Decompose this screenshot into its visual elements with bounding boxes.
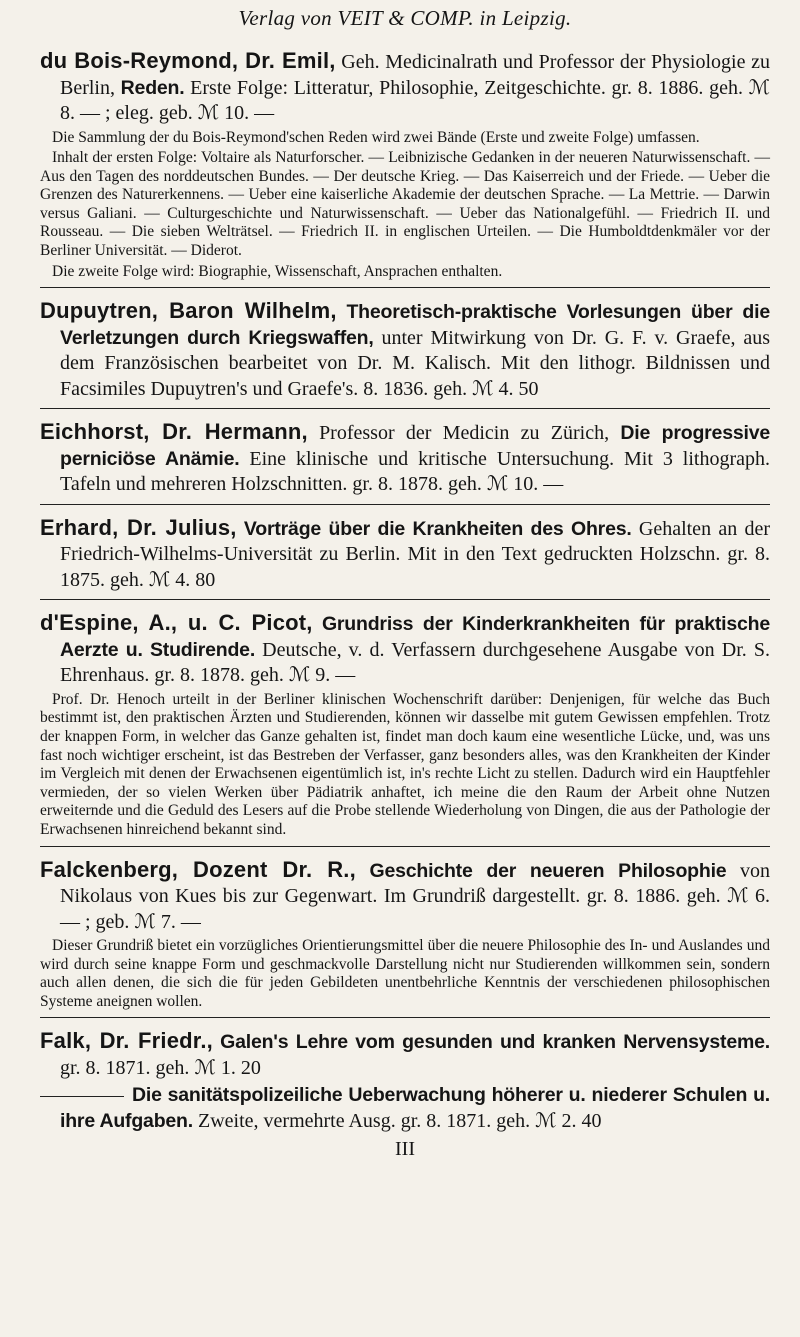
entry-note: Inhalt der ersten Folge: Voltaire als Naturforscher. — Leibnizische Gedanken in der neueren Naturwissenschaft. — Aus den Tagen des norddeutschen Bundes. — Der deutsche Krieg. — Das Kaiserreich und der Friede. — Ueber die Grenzen des Naturerkennens. — Ueber eine kaiserliche Akademie der deutschen Sprache. — La Mettrie. — Darwin versus Galiani. — Culturgeschichte und Naturwissenschaft. — Ueber das Nationalgefühl. — Friedrich II. und Rousseau. — Die sieben Welträtsel. — Friedrich II. in englischen Urteilen. — Die Humboldtdenkmäler vor der Berliner Universität. — Diderot. <box>40 149 770 260</box>
entry-author: Erhard, Dr. Julius, <box>40 514 237 540</box>
entry-author: Eichhorst, Dr. Hermann, <box>40 419 308 445</box>
divider <box>40 408 770 409</box>
entry-author: du Bois-Reymond, Dr. Emil, <box>40 48 336 73</box>
entry-price: ℳ 4. 80 <box>148 568 216 591</box>
catalog-entry <box>40 48 770 288</box>
entry-pre-title: Professor der Medicin zu Zürich, <box>319 422 610 445</box>
entry-pre-title: Geh. Medicinalrath und Professor der Physiologie zu Berlin, <box>60 51 770 99</box>
entry-details: Gehalten an der Friedrich-Wilhelms-Universität zu Berlin. Mit in den Text gedruckten Holzschn. gr. 8. 1875. geh. <box>60 517 771 591</box>
entry-title: Grundriss der Kinderkrankheiten für praktische Aerzte u. Studirende. <box>60 613 770 661</box>
entry-details: Erste Folge: Litteratur, Philosophie, Zeitgeschichte. gr. 8. 1886. geh. ℳ 8. — ; eleg. geb. ℳ 10. — <box>60 76 771 124</box>
entry-author: Falckenberg, Dozent Dr. R., <box>40 856 356 882</box>
divider <box>40 287 770 288</box>
entry-main <box>40 1028 770 1081</box>
entry-details: gr. 8. 1871. geh. <box>60 1056 190 1079</box>
entry-details: Deutsche, v. d. Verfassern durchgesehene Ausgabe von Dr. S. Ehrenhaus. gr. 8. 1878. geh. ℳ 9. — <box>60 638 770 687</box>
catalog-page <box>40 0 770 1161</box>
entry-note: Dieser Grundriß bietet ein vorzügliches Orientierungsmittel über die neuere Philosophie des In- und Auslandes und wird durch seine knappe Form und geschmackvolle Darstellung nicht nur Studierenden willkommen sein, sondern auch allen denen, die sich die für jeden Gebildeten unentbehrliche Kenntnis der verschiedenen philosophischen Systeme aneignen wollen. <box>40 937 770 1010</box>
entry-title: Die progressive perniciöse Anämie. <box>60 422 770 470</box>
entry-note: Die Sammlung der du Bois-Reymond'schen Reden wird zwei Bände (Erste und zweite Folge) umfassen. <box>52 128 700 146</box>
entry-main <box>40 857 770 936</box>
entry-title: Vorträge über die Krankheiten des Ohres. <box>243 517 632 540</box>
catalog-entry <box>40 515 770 601</box>
entry-sub <box>40 1083 770 1134</box>
divider <box>40 1017 770 1018</box>
divider <box>40 504 770 505</box>
entry-author: Falk, Dr. Friedr., <box>40 1028 213 1054</box>
entry-price: ℳ 10. — <box>486 473 564 496</box>
entry-main <box>40 610 770 689</box>
entry-main <box>40 298 770 402</box>
entry-main <box>40 48 770 127</box>
entry-price: ℳ 4. 50 <box>472 377 539 400</box>
running-head: Verlag von VEIT & COMP. in Leipzig. <box>238 6 572 30</box>
entry-note: Die zweite Folge wird: Biographie, Wissenschaft, Ansprachen enthalten. <box>52 262 503 280</box>
entry-title: Theoretisch-praktische Vorlesungen über die Verletzungen durch Kriegswaffen, <box>60 301 771 349</box>
catalog-entry <box>40 419 770 505</box>
entry-details: unter Mitwirkung von Dr. G. F. v. Graefe, aus dem Französischen bearbeitet von Dr. M. Kalisch. Mit den lithogr. Bildnissen und Facsimiles Dupuytren's und Graefe's. 8. 1836. geh. <box>60 326 770 400</box>
entry-author: Dupuytren, Baron Wilhelm, <box>40 298 337 324</box>
catalog-entry <box>40 610 770 846</box>
entry-main <box>40 419 770 498</box>
divider <box>40 846 770 847</box>
entry-title: Reden. <box>120 76 185 99</box>
page-number: III <box>395 1138 415 1161</box>
catalog-entry <box>40 1028 770 1134</box>
entry-note: Prof. Dr. Henoch urteilt in der Berliner klinischen Wochenschrift darüber: Denjenigen, für welche das Buch bestimmt ist, den praktischen Ärzten und Studierenden, können wir dasselbe mit gutem Gewissen empfehlen. Trotz der knappen Form, in welcher das Ganze gehalten ist, findet man doch kaum eine wesentliche Lücke, und, was uns fast noch wichtiger erscheint, ist das Bestreben der Verfasser, ganz besonders alles, was den Krankheiten der Kinder im Vergleich mit denen der Erwachsenen eigentümlich ist, in's rechte Licht zu stellen. Dadurch wird ein Hauptfehler vermieden, der so vielen Werken über Pädiatrik anhaftet, ich meine die den Raum der Arbeit ohne Nutzen erweiternde und die Geduld des Lesers auf die Probe stellende Wiederholung von Dingen, die aus der Pathologie der Erwachsenen hinreichend bekannt sind. <box>40 690 770 838</box>
entry-main <box>40 515 770 594</box>
entry-title: Die sanitätspolizeiliche Ueberwachung höherer u. niederer Schulen u. ihre Aufgaben. <box>60 1084 770 1132</box>
entry-details: von Nikolaus von Kues bis zur Gegenwart. Im Grundriß dargestellt. gr. 8. 1886. geh. ℳ 6. — ; geb. ℳ 7. — <box>60 859 771 933</box>
entry-author: d'Espine, A., u. C. Picot, <box>40 610 313 636</box>
catalog-entry <box>40 298 770 409</box>
entry-title: Geschichte der neueren Philosophie <box>369 859 727 882</box>
entry-title: Galen's Lehre vom gesunden und kranken Nervensysteme. <box>220 1031 771 1054</box>
entry-price: ℳ 1. 20 <box>194 1056 261 1079</box>
ditto-dash <box>40 1096 124 1097</box>
entry-details: Eine klinische und kritische Untersuchung. Mit 3 lithograph. Tafeln und mehreren Holzschnitten. gr. 8. 1878. geh. <box>60 447 771 496</box>
catalog-entry <box>40 857 770 1019</box>
divider <box>40 599 770 600</box>
entry-details: Zweite, vermehrte Ausg. gr. 8. 1871. geh. ℳ 2. 40 <box>198 1109 602 1132</box>
